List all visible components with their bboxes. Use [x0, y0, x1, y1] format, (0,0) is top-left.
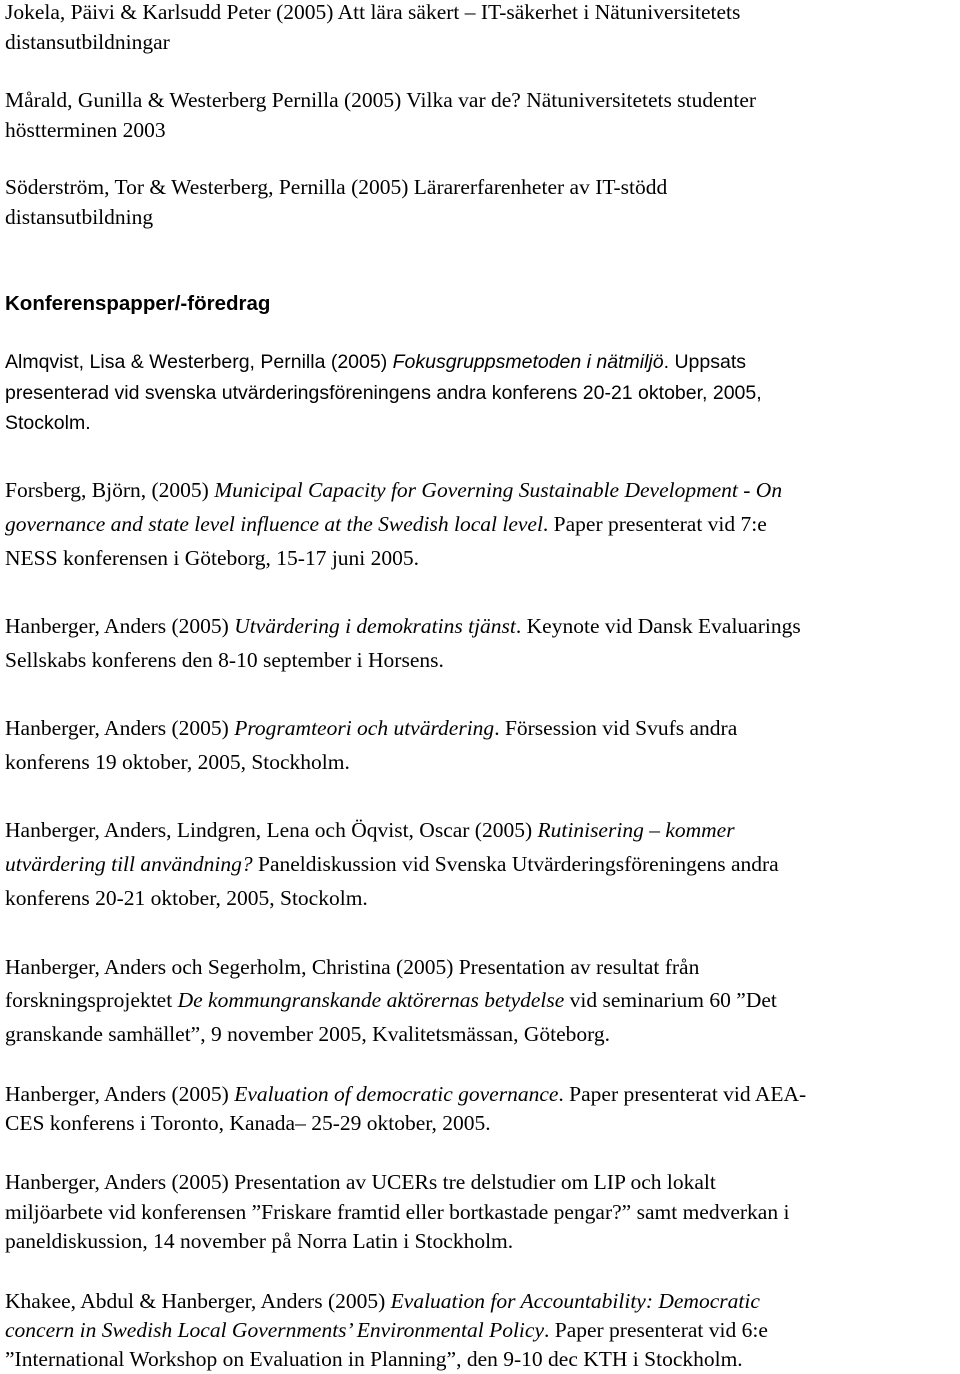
- entry-khakee-line1: [5, 1286, 760, 1316]
- entry-hanberger4-line2: [5, 985, 777, 1015]
- entry-forsberg-line3: NESS konferensen i Göteborg, 15-17 juni 2005.: [5, 546, 420, 570]
- entry-forsberg-rest: . Paper presenterat vid 7:e: [542, 512, 767, 536]
- entry-hanberger1-rest: . Keynote vid Dansk Evaluarings: [515, 614, 801, 638]
- entry-almqvist-line3: Stockolm.: [5, 412, 91, 434]
- entry-hanberger1-line1: [5, 611, 801, 641]
- section-heading: Konferenspapper/-föredrag: [5, 292, 271, 315]
- entry-hanberger4-line3: granskande samhället”, 9 november 2005, Kvalitetsmässan, Göteborg.: [5, 1022, 611, 1046]
- entry-hanberger1-title: Utvärdering i demokratins tjänst: [234, 614, 516, 638]
- entry-hanberger2-author: Hanberger, Anders (2005): [5, 716, 235, 740]
- entry-hanberger5-line2: CES konferens i Toronto, Kanada– 25-29 oktober, 2005.: [5, 1111, 491, 1135]
- entry-forsberg-title-cont: governance and state level influence at the Swedish local level: [5, 512, 543, 536]
- entry-hanberger3-title-cont: utvärdering till användning?: [5, 852, 253, 876]
- entry-hanberger4-rest: vid seminarium 60 ”Det: [564, 988, 777, 1012]
- entry-hanberger2-title: Programteori och utvärdering: [234, 716, 495, 740]
- entry-hanberger4-pre: forskningsprojektet: [5, 988, 178, 1012]
- entry-almqvist-title: Fokusgruppsmetoden i nätmiljö: [392, 351, 664, 373]
- reference-soderstrom-line2: distansutbildning: [5, 205, 154, 229]
- entry-hanberger6-line1: Hanberger, Anders (2005) Presentation av UCERs tre delstudier om LIP och lokalt: [5, 1170, 716, 1194]
- entry-hanberger3-author: Hanberger, Anders, Lindgren, Lena och Öqvist, Oscar (2005): [5, 818, 538, 842]
- reference-soderstrom-line1: Söderström, Tor & Westerberg, Pernilla (2005) Lärarerfarenheter av IT-stödd: [5, 175, 668, 199]
- entry-almqvist-line1: [5, 347, 746, 377]
- entry-khakee-title-cont: concern in Swedish Local Governments’ Environmental Policy: [5, 1318, 544, 1342]
- entry-hanberger2-rest: . Försession vid Svufs andra: [494, 716, 738, 740]
- entry-hanberger5-line1: [5, 1079, 806, 1109]
- entry-almqvist-line2: presenterad vid svenska utvärderingsföreningens andra konferens 20-21 oktober, 2005,: [5, 382, 762, 404]
- reference-jokela-line1: Jokela, Päivi & Karlsudd Peter (2005) Att lära säkert – IT-säkerhet i Nätuniversitetets: [5, 0, 741, 24]
- entry-khakee-rest: . Paper presenterat vid 6:e: [543, 1318, 768, 1342]
- entry-hanberger3-line1: [5, 815, 735, 845]
- entry-almqvist-author: Almqvist, Lisa & Westerberg, Pernilla (2005): [5, 351, 393, 373]
- entry-khakee-title: Evaluation for Accountability: Democratic: [390, 1289, 760, 1313]
- entry-khakee-author: Khakee, Abdul & Hanberger, Anders (2005): [5, 1289, 391, 1313]
- entry-hanberger5-author: Hanberger, Anders (2005): [5, 1082, 235, 1106]
- entry-khakee-line3: ”International Workshop on Evaluation in Planning”, den 9-10 dec KTH i Stockholm.: [5, 1347, 743, 1371]
- entry-almqvist-rest: . Uppsats: [663, 351, 746, 373]
- entry-hanberger6-line2: miljöarbete vid konferensen ”Friskare framtid eller bortkastade pengar?” samt medverkan i: [5, 1200, 790, 1224]
- entry-hanberger3-line2: [5, 849, 779, 879]
- entry-forsberg-line2: [5, 509, 767, 539]
- entry-hanberger2-line2: konferens 19 oktober, 2005, Stockholm.: [5, 750, 350, 774]
- entry-hanberger2-line1: [5, 713, 737, 743]
- entry-hanberger3-title: Rutinisering – kommer: [537, 818, 735, 842]
- entry-hanberger1-author: Hanberger, Anders (2005): [5, 614, 235, 638]
- entry-forsberg-title: Municipal Capacity for Governing Sustainable Development - On: [214, 478, 783, 502]
- reference-marald-line1: Mårald, Gunilla & Westerberg Pernilla (2005) Vilka var de? Nätuniversitetets studenter: [5, 88, 757, 112]
- entry-hanberger5-title: Evaluation of democratic governance: [234, 1082, 559, 1106]
- entry-hanberger4-title: De kommungranskande aktörernas betydelse: [177, 988, 565, 1012]
- reference-marald-line2: höstterminen 2003: [5, 118, 166, 142]
- entry-hanberger3-line3: konferens 20-21 oktober, 2005, Stockolm.: [5, 886, 368, 910]
- entry-hanberger5-rest: . Paper presenterat vid AEA-: [558, 1082, 807, 1106]
- entry-khakee-line2: [5, 1315, 768, 1345]
- entry-hanberger6-line3: paneldiskussion, 14 november på Norra Latin i Stockholm.: [5, 1229, 514, 1253]
- entry-hanberger3-rest: Paneldiskussion vid Svenska Utvärderingsföreningens andra: [252, 852, 779, 876]
- reference-jokela-line2: distansutbildningar: [5, 30, 170, 54]
- entry-forsberg-line1: [5, 475, 782, 505]
- entry-forsberg-author: Forsberg, Björn, (2005): [5, 478, 215, 502]
- entry-hanberger4-line1: Hanberger, Anders och Segerholm, Christina (2005) Presentation av resultat från: [5, 955, 700, 979]
- entry-hanberger1-line2: Sellskabs konferens den 8-10 september i Horsens.: [5, 648, 444, 672]
